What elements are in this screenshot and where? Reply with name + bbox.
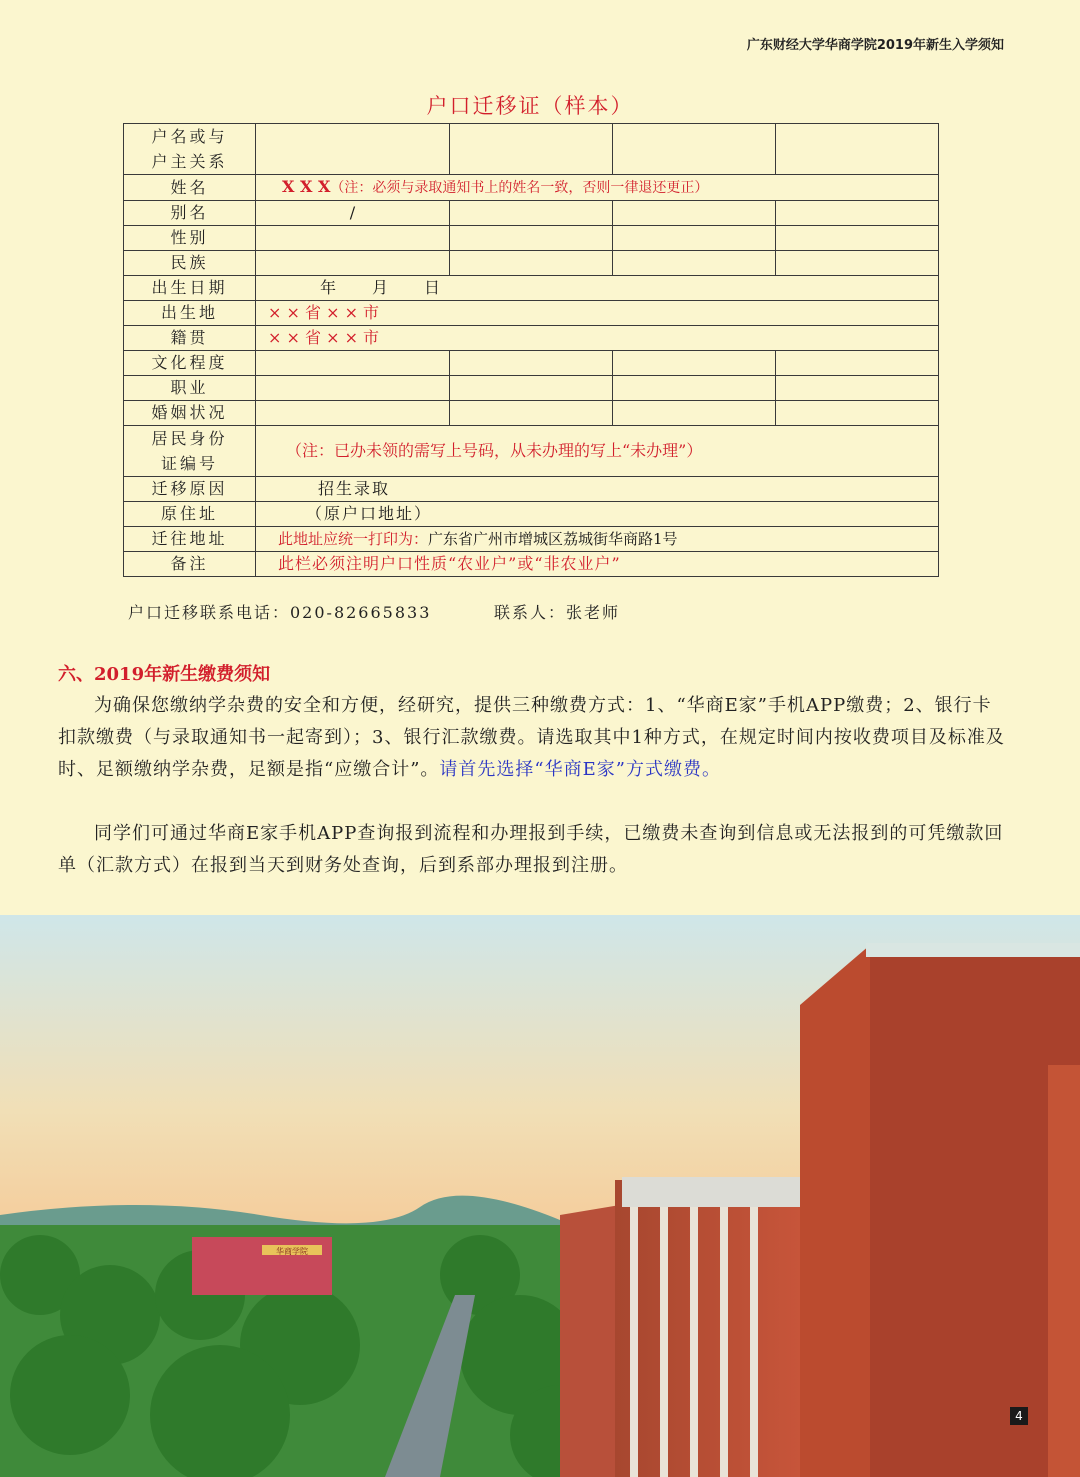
table-row: [124, 226, 939, 251]
building-sign: 华商学院: [276, 1247, 308, 1256]
payment-recommendation: 请首先选择“华商E家”方式缴费。: [439, 759, 721, 780]
row-label: 别名: [124, 201, 256, 226]
contact-phone: 户口迁移联系电话：020-82665833: [128, 603, 432, 622]
campus-photo: [0, 915, 1080, 1477]
new-address-value: [256, 527, 939, 552]
birthplace-value: × × 省 × × 市: [256, 301, 939, 326]
section-title: 六、2019年新生缴费须知: [58, 664, 271, 685]
table-row: [124, 301, 939, 326]
cell: [613, 401, 776, 426]
old-address-value: （原户口地址）: [256, 502, 939, 527]
campus-illustration: [0, 915, 1080, 1477]
table-row: [124, 326, 939, 351]
cell: [450, 401, 613, 426]
row-label: 文化程度: [124, 351, 256, 376]
building-roof: [622, 1177, 802, 1207]
table-row: [124, 502, 939, 527]
building-mid: [560, 1205, 620, 1477]
cell: [613, 124, 776, 175]
cell: [256, 376, 450, 401]
row-label: 性别: [124, 226, 256, 251]
cell: [776, 251, 939, 276]
cell: [450, 251, 613, 276]
row-label: 备注: [124, 552, 256, 577]
row-label: 民族: [124, 251, 256, 276]
table-row: [124, 175, 939, 201]
tower-roof-edge: [866, 943, 1080, 957]
cell: [450, 124, 613, 175]
row-label: 籍贯: [124, 326, 256, 351]
label-line: 证编号: [160, 454, 218, 473]
cell: [256, 251, 450, 276]
table-row: [124, 351, 939, 376]
row-label: 出生日期: [124, 276, 256, 301]
month-label: 月: [372, 278, 389, 297]
label-line: 户名或与: [151, 127, 228, 146]
contact-line: [128, 600, 621, 623]
cell: [776, 124, 939, 175]
row-label: 职业: [124, 376, 256, 401]
cell: [613, 226, 776, 251]
payment-text: 为确保您缴纳学杂费的安全和方便，经研究，提供三种缴费方式：1、“华商E家”手机APP缴费；2、银行卡扣款缴费（与录取通知书一起寄到）；3、银行汇款缴费。请选取其中1种方式，在规定时间内按收费项目及标准及时、足额缴纳学杂费，足额是指“应缴合计”。: [58, 695, 1005, 780]
cell: [256, 226, 450, 251]
name-note: （注：必须与录取通知书上的姓名一致，否则一律退还更正）: [330, 180, 709, 196]
row-label: 婚姻状况: [124, 401, 256, 426]
form-title: 户口迁移证（样本）: [426, 94, 634, 118]
address-text: 广东省广州市增城区荔城街华商路1号: [428, 530, 678, 548]
alias-value: /: [256, 201, 450, 226]
table-row: [124, 251, 939, 276]
row-label: 原住址: [124, 502, 256, 527]
cell: [450, 226, 613, 251]
table-row: [124, 124, 939, 175]
row-label: [124, 124, 256, 175]
cell: [613, 376, 776, 401]
cell: [256, 124, 450, 175]
cell: [256, 351, 450, 376]
row-label: 出生地: [124, 301, 256, 326]
row-label: [124, 426, 256, 477]
name-value: [256, 175, 939, 201]
native-place-value: × × 省 × × 市: [256, 326, 939, 351]
row-label: 迁移原因: [124, 477, 256, 502]
table-row: [124, 201, 939, 226]
contact-person: 联系人：张老师: [494, 603, 621, 622]
row-label: 迁往地址: [124, 527, 256, 552]
cell: [776, 351, 939, 376]
tower-pillar: [1048, 1065, 1080, 1477]
birthdate-value: [256, 276, 939, 301]
table-row: [124, 477, 939, 502]
day-label: 日: [424, 278, 441, 297]
table-row: [124, 376, 939, 401]
label-line: 居民身份: [151, 429, 228, 448]
page-number: 4: [1010, 1407, 1028, 1425]
cell: [776, 376, 939, 401]
cell: [776, 226, 939, 251]
table-row: [124, 276, 939, 301]
household-transfer-form: [123, 123, 939, 577]
cell: [613, 351, 776, 376]
cell: [613, 251, 776, 276]
table-row: [124, 426, 939, 477]
table-row: [124, 527, 939, 552]
cell: [776, 401, 939, 426]
table-row: [124, 401, 939, 426]
cell: [613, 201, 776, 226]
remarks-value: 此栏必须注明户口性质“农业户”或“非农业户”: [256, 552, 939, 577]
payment-paragraph: [58, 690, 1006, 786]
cell: [450, 201, 613, 226]
name-placeholder: X X X: [282, 177, 331, 196]
registration-paragraph: 同学们可通过华商E家手机APP查询报到流程和办理报到手续，已缴费未查询到信息或无法报到的可凭缴款回单（汇款方式）在报到当天到财务处查询，后到系部办理报到注册。: [58, 823, 1004, 876]
year-label: 年: [320, 278, 337, 297]
running-header: 广东财经大学华商学院2019年新生入学须知: [746, 38, 1004, 53]
cell: [776, 201, 939, 226]
cell: [256, 401, 450, 426]
table-row: [124, 552, 939, 577]
building-wing: [615, 1180, 800, 1477]
row-label: 姓名: [124, 175, 256, 201]
reason-value: 招生录取: [256, 477, 939, 502]
address-instruction: 此地址应统一打印为：: [278, 530, 429, 548]
cell: [450, 376, 613, 401]
label-line: 户主关系: [151, 152, 228, 171]
id-number-value: （注：已办未领的需写上号码，从未办理的写上“未办理”）: [256, 426, 939, 477]
cell: [450, 351, 613, 376]
